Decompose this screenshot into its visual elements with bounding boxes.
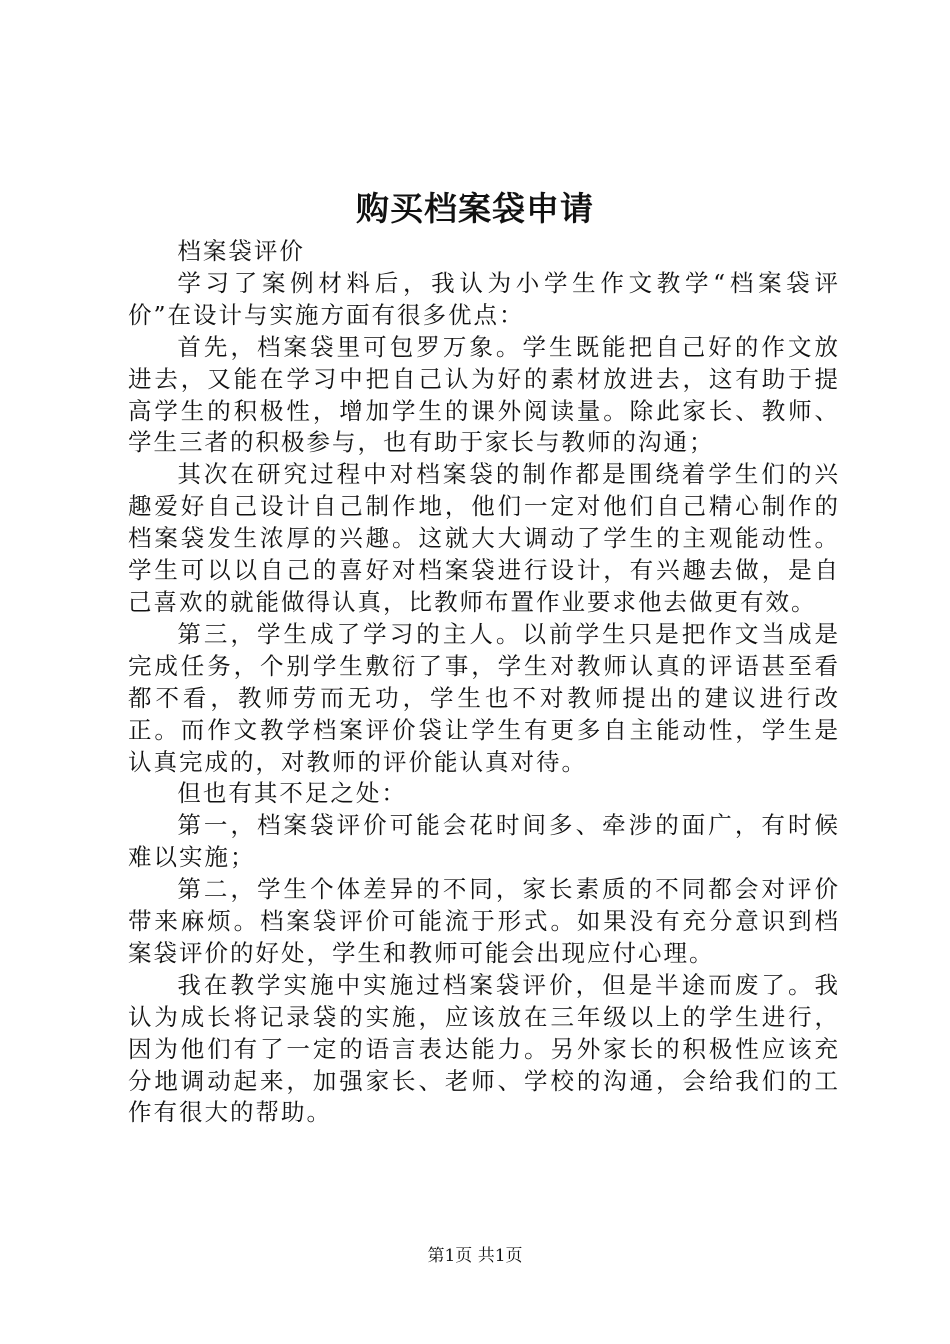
paragraph-intro: 学习了案例材料后，我认为小学生作文教学“档案袋评价”在设计与实施方面有很多优点：: [128, 268, 840, 329]
document-title: 购买档案袋申请: [356, 189, 594, 228]
paragraph-subheading: 档案袋评价: [177, 237, 305, 265]
paragraph-shortcomings-heading: 但也有其不足之处：: [177, 779, 407, 808]
page-footer: 第1页 共1页: [427, 1246, 523, 1266]
paragraph-conclusion: 我在教学实施中实施过档案袋评价，但是半途而废了。我认为成长将记录袋的实施，应该放在三年级以上的学生进行，因为他们有了一定的语言表达能力。另外家长的积极性应该充分地调动起来，加强家长、老师、学校的沟通，会给我们的工作有很大的帮助。: [128, 970, 840, 1127]
paragraph-first-shortcoming: 第一，档案袋评价可能会花时间多、牵涉的面广，有时候难以实施；: [128, 811, 840, 872]
document-body: [128, 236, 840, 1129]
paragraph-second-advantage: 其次在研究过程中对档案袋的制作都是围绕着学生们的兴趣爱好自己设计自己制作地，他们一定对他们自己精心制作的档案袋发生浓厚的兴趣。这就大大调动了学生的主观能动性。学生可以以自己的喜好对档案袋进行设计，有兴趣去做，是自己喜欢的就能做得认真，比教师布置作业要求他去做更有效。: [128, 460, 840, 616]
paragraph-second-shortcoming: 第二，学生个体差异的不同，家长素质的不同都会对评价带来麻烦。档案袋评价可能流于形式。如果没有充分意识到档案袋评价的好处，学生和教师可能会出现应付心理。: [128, 875, 840, 967]
paragraph-first-advantage: 首先，档案袋里可包罗万象。学生既能把自己好的作文放进去，又能在学习中把自己认为好的素材放进去，这有助于提高学生的积极性，增加学生的课外阅读量。除此家长、教师、学生三者的积极参与，也有助于家长与教师的沟通；: [128, 332, 840, 457]
paragraph-third-advantage: 第三，学生成了学习的主人。以前学生只是把作文当成是完成任务，个别学生敷衍了事，学生对教师认真的评语甚至看都不看，教师劳而无功，学生也不对教师提出的建议进行改正。而作文教学档案评价袋让学生有更多自主能动性，学生是认真完成的，对教师的评价能认真对待。: [128, 619, 840, 776]
